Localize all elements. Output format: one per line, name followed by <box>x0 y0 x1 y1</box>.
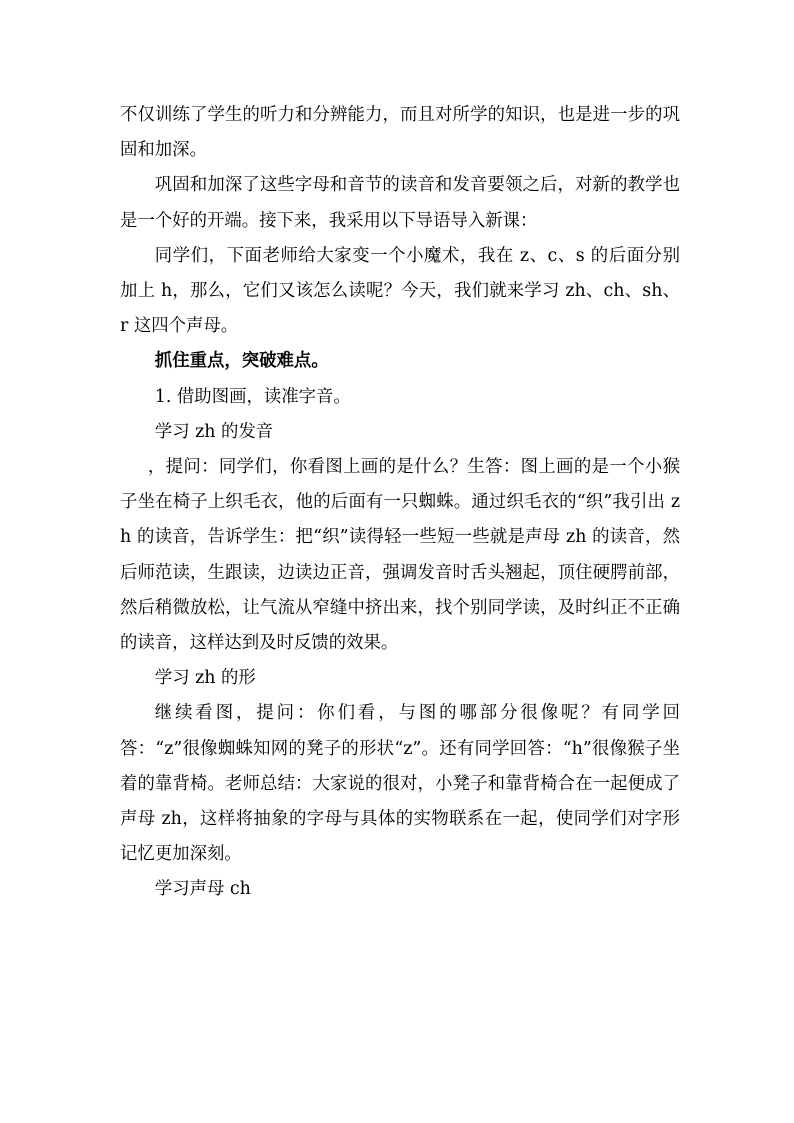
paragraph-consolidation: 巩固和加深了这些字母和音节的读音和发音要领之后，对新的教学也是一个好的开端。接下来，我采用以下导语导入新课： <box>120 175 680 231</box>
document-body <box>120 98 680 908</box>
topic-label-zh-pronunciation: 学习 zh 的发音 <box>154 421 274 442</box>
paragraph-continuation: 不仅训练了学生的听力和分辨能力，而且对所学的知识，也是进一步的巩固和加深。 <box>120 105 680 161</box>
subsection-heading: 1. 借助图画，读准字音。 <box>154 386 351 407</box>
paragraph-zh-shape: 继续看图，提问：你们看，与图的哪部分很像呢？有同学回答：“z”很像蜘蛛知网的凳子的形状“z”。还有同学回答：“h”很像猴子坐着的靠背椅。老师总结：大家说的很对，小凳子和靠背椅合在一起便成了声母 zh，这样将抽象的字母与具体的实物联系在一起，使同学们对字形记忆更加深刻。 <box>120 703 680 865</box>
topic-label-zh-shape: 学习 zh 的形 <box>154 668 256 689</box>
topic-label-ch: 学习声母 ch <box>154 879 251 900</box>
paragraph-lead-in: 同学们，下面老师给大家变一个小魔术，我在 z、c、s 的后面分别加上 h，那么，它们又该怎么读呢？今天，我们就来学习 zh、ch、sh、r 这四个声母。 <box>120 245 680 337</box>
paragraph-zh-pronunciation: ，提问：同学们，你看图上画的是什么？生答：图上画的是一个小猴子坐在椅子上织毛衣，他的后面有一只蜘蛛。通过织毛衣的“织”我引出 zh 的读音，告诉学生：把“织”读得轻一些短一些就是声母 zh 的读音，然后师范读，生跟读，边读边正音，强调发音时舌头翘起，顶住硬腭前部，然后稍微放松，让气流从窄缝中挤出来，找个别同学读，及时纠正不正确的读音，这样达到及时反馈的效果。 <box>120 457 680 654</box>
section-heading: 抓住重点，突破难点。 <box>154 351 329 372</box>
